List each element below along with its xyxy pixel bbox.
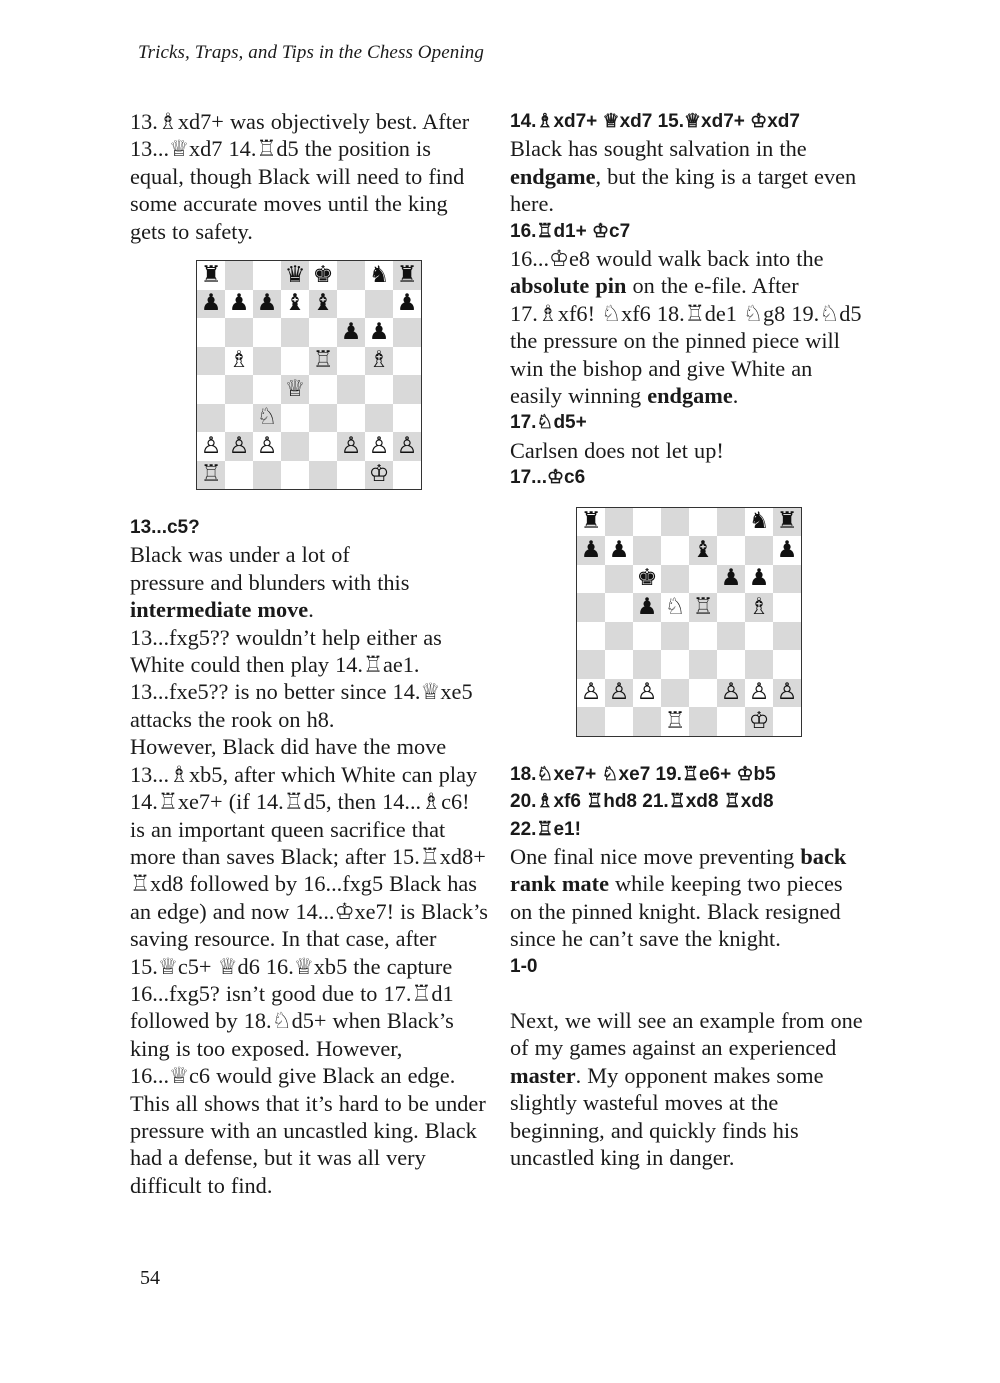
board-square (577, 707, 605, 736)
chess-piece: ♗ (748, 593, 770, 620)
board-square (717, 679, 745, 708)
board-square (661, 536, 689, 565)
chess-piece: ♗ (228, 347, 250, 374)
board-square (745, 565, 773, 594)
board-square (661, 679, 689, 708)
board-square (197, 432, 225, 461)
board-square (745, 536, 773, 565)
chess-piece: ♟ (776, 536, 798, 563)
board-square (577, 622, 605, 651)
term-endgame-2: endgame (647, 383, 733, 409)
game-result: 1-0 (510, 955, 538, 977)
board-square (745, 508, 773, 537)
board-square (393, 432, 421, 461)
term-endgame: endgame (510, 163, 596, 189)
paragraph-absolute-pin (510, 245, 868, 409)
board-square (225, 290, 253, 319)
board-square (717, 593, 745, 622)
board-square (337, 461, 365, 490)
board-square (281, 375, 309, 404)
term-intermediate-move: intermediate move (130, 597, 309, 623)
chess-piece: ♘ (664, 593, 686, 620)
paragraph-final-move (510, 843, 868, 953)
board-square (773, 707, 801, 736)
board-square (393, 461, 421, 490)
board-square (225, 404, 253, 433)
board-square (661, 565, 689, 594)
board-square (689, 622, 717, 651)
chess-piece: ♘ (256, 404, 278, 431)
board-square (689, 650, 717, 679)
board-square (197, 404, 225, 433)
paragraph-fxe5: 13...fxe5?? is no better since 14.♕xe5 attacks the rook on h8. (130, 679, 473, 732)
board-square (393, 290, 421, 319)
board-square (605, 650, 633, 679)
board-square (309, 318, 337, 347)
paragraph-final-a: One final nice move preventing (510, 843, 801, 869)
paragraph-blunder-text: pressure and blunders with this (130, 569, 410, 595)
board-square (605, 622, 633, 651)
board-square (281, 404, 309, 433)
chess-piece: ♟ (608, 536, 630, 563)
board-square (773, 565, 801, 594)
paragraph-next-a: Next, we will see an example from one of my games against an experienced (510, 1007, 863, 1061)
board-square (309, 404, 337, 433)
board-square (689, 565, 717, 594)
chess-diagram-1 (196, 260, 422, 490)
board-square (689, 679, 717, 708)
board-square (745, 593, 773, 622)
board-square (253, 318, 281, 347)
paragraph-analysis: However, Black did have the move 13...♗xb5, after which White can play 14.♖xe7+ (if 14.♖d5, then 14...♗c6! is an important queen sacrifice that more than saves Black; after 15.♖xd8+ ♖xd8 followed by 16...fxg5 Black has an edge) and now 14...♔xe7! is Black’s saving resource. In that case, after 15.♕c5+ ♕d6 16.♕xb5 the capture 16...fxg5? isn’t good due to 17.♖d1 followed by 18.♘d5+ when Black’s king is too exposed. However, 16...♕c6 would give Black an edge. This all shows that it’s hard to be under pressure with an uncastled king. Black had a defense, but it was all very difficult to find. (130, 734, 488, 1198)
board-square (225, 261, 253, 290)
move-13-c5: 13...c5? (130, 517, 200, 539)
board-square (689, 707, 717, 736)
board-square (717, 622, 745, 651)
paragraph-final-b: while keeping two pieces on the pinned knight. Black resigned since he can’t save the knight. (510, 871, 843, 952)
board-square (337, 290, 365, 319)
chess-diagram-2 (576, 507, 802, 737)
board-square (717, 650, 745, 679)
chess-piece: ♟ (228, 290, 250, 317)
board-square (745, 622, 773, 651)
chess-piece: ♙ (608, 679, 630, 706)
paragraph-pin-a: 16...♔e8 would walk back into the (510, 246, 824, 272)
board-square (309, 347, 337, 376)
board-square (253, 290, 281, 319)
board-square (253, 404, 281, 433)
board-square (689, 536, 717, 565)
chess-piece: ♕ (284, 375, 306, 402)
chess-piece: ♞ (368, 261, 390, 288)
board-square (281, 347, 309, 376)
chess-piece: ♟ (580, 536, 602, 563)
board-square (253, 261, 281, 290)
chess-piece: ♜ (396, 261, 418, 288)
board-square (197, 318, 225, 347)
board-square (773, 508, 801, 537)
board-square (393, 404, 421, 433)
board-square (309, 261, 337, 290)
right-column (510, 108, 868, 1171)
board-square (745, 707, 773, 736)
chess-piece: ♔ (748, 707, 770, 734)
chess-piece: ♖ (664, 707, 686, 734)
board-square (633, 622, 661, 651)
chess-piece: ♜ (580, 508, 602, 535)
chess-piece: ♟ (368, 318, 390, 345)
board-square (717, 707, 745, 736)
chess-piece: ♙ (200, 432, 222, 459)
paragraph-pin-c: . (732, 383, 739, 409)
board-square (281, 432, 309, 461)
spacer (510, 980, 868, 1007)
board-square (225, 318, 253, 347)
board-square (225, 375, 253, 404)
board-square (281, 261, 309, 290)
board-square (393, 318, 421, 347)
board-square (661, 508, 689, 537)
board-square (605, 707, 633, 736)
chess-piece: ♟ (396, 290, 418, 317)
chess-piece: ♙ (776, 679, 798, 706)
running-header: Tricks, Traps, and Tips in the Chess Opening (138, 42, 484, 63)
board-square (605, 679, 633, 708)
board-square (225, 461, 253, 490)
paragraph-fxg5: 13...fxg5?? wouldn’t help either as White could then play 14.♖ae1. (130, 624, 442, 678)
board-square (717, 536, 745, 565)
chess-piece: ♚ (636, 565, 658, 592)
board-square (393, 261, 421, 290)
board-square (577, 508, 605, 537)
board-square (197, 290, 225, 319)
paragraph-salvation-a: Black has sought salvation in the (510, 136, 807, 162)
move-17-reply: 17...♔c6 (510, 467, 586, 489)
board-square (661, 707, 689, 736)
board-square (309, 375, 337, 404)
chess-piece: ♙ (748, 679, 770, 706)
move-14-15: 14.♗xd7+ ♕xd7 15.♕xd7+ ♔xd7 (510, 111, 800, 132)
move-16: 16.♖d1+ ♔c7 (510, 220, 631, 242)
board-square (337, 261, 365, 290)
board-square (197, 375, 225, 404)
paragraph-pin-b: on the e-file. After 17.♗xf6! ♘xf6 18.♖de1 ♘g8 19.♘d5 the pressure on the pinned piece will win the bishop and give White an easily winning (510, 273, 862, 409)
board-square (337, 318, 365, 347)
board-square (633, 707, 661, 736)
board-square (745, 679, 773, 708)
board-square (281, 318, 309, 347)
board-square (633, 508, 661, 537)
board-square (365, 347, 393, 376)
board-diagram-2-wrap (510, 507, 868, 737)
board-square (365, 375, 393, 404)
move-20-21: 20.♗xf6 ♖hd8 21.♖xd8 ♖xd8 (510, 791, 774, 813)
board-square (253, 347, 281, 376)
board-square (337, 432, 365, 461)
board-square (309, 461, 337, 490)
board-square (309, 432, 337, 461)
chess-piece: ♛ (284, 261, 306, 288)
term-master: master (510, 1062, 576, 1088)
board-square (577, 536, 605, 565)
board-square (253, 375, 281, 404)
paragraph-blunder-end: . (308, 597, 314, 623)
board-square (577, 565, 605, 594)
board-square (605, 593, 633, 622)
chess-piece: ♚ (312, 261, 334, 288)
board-square (605, 508, 633, 537)
board-square (661, 650, 689, 679)
board-square (605, 536, 633, 565)
board-square (197, 347, 225, 376)
board-square (773, 679, 801, 708)
board-square (393, 347, 421, 376)
left-column (130, 108, 488, 1199)
term-back-rank-mate: back rank mate (510, 843, 847, 897)
chess-piece: ♞ (748, 508, 770, 535)
board-square (253, 432, 281, 461)
chess-piece: ♟ (200, 290, 222, 317)
paragraph-salvation (510, 135, 868, 217)
board-square (633, 536, 661, 565)
board-square (661, 593, 689, 622)
chess-piece: ♖ (312, 347, 334, 374)
chess-piece: ♟ (636, 593, 658, 620)
chess-piece: ♔ (368, 461, 390, 488)
chess-piece: ♙ (636, 679, 658, 706)
chess-piece: ♙ (340, 432, 362, 459)
paragraph-next-example (510, 1007, 868, 1171)
chess-piece: ♖ (692, 593, 714, 620)
chess-piece: ♝ (312, 290, 334, 317)
board-square (633, 679, 661, 708)
board-square (281, 290, 309, 319)
board-square (197, 461, 225, 490)
board-square (773, 593, 801, 622)
board-square (773, 536, 801, 565)
chess-piece: ♝ (692, 536, 714, 563)
chess-piece: ♝ (284, 290, 306, 317)
board-square (717, 565, 745, 594)
board-square (365, 404, 393, 433)
chess-piece: ♜ (200, 261, 222, 288)
chess-piece: ♜ (776, 508, 798, 535)
board-square (773, 622, 801, 651)
chess-piece: ♟ (340, 318, 362, 345)
board-square (633, 593, 661, 622)
board-square (365, 261, 393, 290)
board-square (309, 290, 337, 319)
page-number: 54 (140, 1267, 160, 1289)
chess-piece: ♟ (748, 565, 770, 592)
board-square (773, 650, 801, 679)
paragraph-carlsen: Carlsen does not let up! (510, 437, 724, 463)
paragraph-blunder (130, 569, 488, 624)
board-square (661, 622, 689, 651)
board-square (689, 593, 717, 622)
paragraph-next-b: . My opponent makes some slightly wasteful moves at the beginning, and quickly finds his uncastled king in danger. (510, 1062, 824, 1170)
board-square (253, 461, 281, 490)
board-square (577, 593, 605, 622)
chess-piece: ♟ (720, 565, 742, 592)
term-absolute-pin: absolute pin (510, 273, 627, 299)
move-22: 22.♖e1! (510, 818, 581, 840)
board-square (365, 461, 393, 490)
board-square (281, 461, 309, 490)
board-square (365, 318, 393, 347)
chess-piece: ♗ (368, 347, 390, 374)
board-square (689, 508, 717, 537)
chess-piece: ♙ (256, 432, 278, 459)
board-square (717, 508, 745, 537)
chess-piece: ♟ (256, 290, 278, 317)
chess-piece: ♙ (580, 679, 602, 706)
board-square (577, 650, 605, 679)
board-square (633, 650, 661, 679)
board-square (337, 347, 365, 376)
move-17: 17.♘d5+ (510, 412, 587, 434)
chess-piece: ♙ (368, 432, 390, 459)
board-square (225, 432, 253, 461)
chess-piece: ♙ (396, 432, 418, 459)
board-square (577, 679, 605, 708)
board-square (605, 565, 633, 594)
board-square (633, 565, 661, 594)
board-diagram-1-wrap (130, 260, 488, 490)
board-square (225, 347, 253, 376)
chess-piece: ♙ (228, 432, 250, 459)
board-square (337, 404, 365, 433)
board-square (365, 290, 393, 319)
paragraph-blunder-l1: Black was under a lot of (130, 542, 350, 568)
board-square (393, 375, 421, 404)
board-square (197, 261, 225, 290)
move-18-19: 18.♘xe7+ ♘xe7 19.♖e6+ ♔b5 (510, 763, 776, 785)
board-square (745, 650, 773, 679)
paragraph-best-move: 13.♗xd7+ was objectively best. After 13...♕xd7 14.♖d5 the position is equal, though Black will need to find some accurate moves until the king gets to safety. (130, 109, 470, 244)
board-square (337, 375, 365, 404)
chess-piece: ♖ (200, 461, 222, 488)
paragraph-salvation-b: , but the king is a target even here. (510, 163, 857, 217)
board-square (365, 432, 393, 461)
chess-piece: ♙ (720, 679, 742, 706)
